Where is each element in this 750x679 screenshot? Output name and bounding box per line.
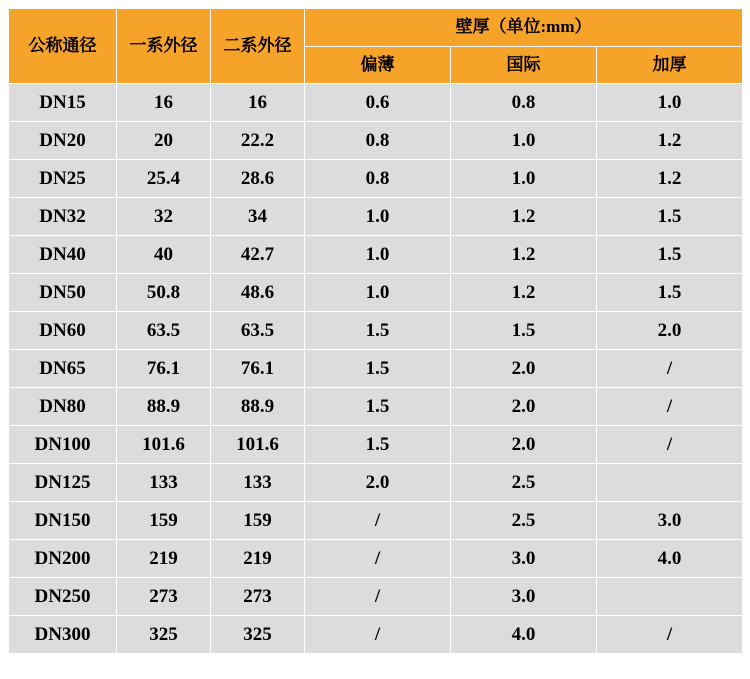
table-header [9, 9, 743, 84]
cell-wall-thin: / [305, 578, 451, 616]
cell-nominal-diameter: DN60 [9, 312, 117, 350]
cell-wall-standard: 4.0 [451, 616, 597, 654]
cell-wall-thick: 1.2 [597, 160, 743, 198]
cell-series2: 325 [211, 616, 305, 654]
cell-series1: 16 [117, 84, 211, 122]
cell-wall-standard: 0.8 [451, 84, 597, 122]
cell-nominal-diameter: DN65 [9, 350, 117, 388]
table-body [9, 84, 743, 654]
cell-wall-standard: 2.5 [451, 502, 597, 540]
cell-series2: 133 [211, 464, 305, 502]
cell-series1: 219 [117, 540, 211, 578]
cell-wall-thin: 1.0 [305, 236, 451, 274]
table-row [9, 464, 743, 502]
column-header-nominal-diameter: 公称通径 [9, 9, 117, 84]
cell-series1: 159 [117, 502, 211, 540]
cell-nominal-diameter: DN15 [9, 84, 117, 122]
cell-wall-thick: 1.2 [597, 122, 743, 160]
cell-wall-thick: / [597, 388, 743, 426]
column-header-series2-outer-diameter: 二系外径 [211, 9, 305, 84]
cell-series1: 32 [117, 198, 211, 236]
cell-wall-thick: 4.0 [597, 540, 743, 578]
cell-series2: 76.1 [211, 350, 305, 388]
cell-series2: 22.2 [211, 122, 305, 160]
table-row [9, 198, 743, 236]
cell-series1: 20 [117, 122, 211, 160]
cell-wall-thick: / [597, 426, 743, 464]
cell-series1: 325 [117, 616, 211, 654]
cell-wall-thick: 1.5 [597, 236, 743, 274]
cell-wall-thick: 1.5 [597, 198, 743, 236]
cell-series2: 48.6 [211, 274, 305, 312]
cell-wall-thin: 1.5 [305, 312, 451, 350]
cell-nominal-diameter: DN100 [9, 426, 117, 464]
cell-series2: 42.7 [211, 236, 305, 274]
table-row [9, 122, 743, 160]
cell-wall-standard: 1.2 [451, 274, 597, 312]
cell-series2: 63.5 [211, 312, 305, 350]
cell-nominal-diameter: DN200 [9, 540, 117, 578]
cell-series1: 40 [117, 236, 211, 274]
cell-nominal-diameter: DN32 [9, 198, 117, 236]
cell-wall-standard: 2.5 [451, 464, 597, 502]
cell-wall-standard: 1.2 [451, 236, 597, 274]
cell-wall-thin: 2.0 [305, 464, 451, 502]
cell-nominal-diameter: DN20 [9, 122, 117, 160]
cell-wall-standard: 1.2 [451, 198, 597, 236]
cell-wall-thick: 2.0 [597, 312, 743, 350]
cell-wall-thin: 1.5 [305, 426, 451, 464]
cell-series2: 159 [211, 502, 305, 540]
cell-nominal-diameter: DN150 [9, 502, 117, 540]
table-row [9, 388, 743, 426]
table-row [9, 350, 743, 388]
cell-nominal-diameter: DN250 [9, 578, 117, 616]
cell-wall-thin: 1.5 [305, 350, 451, 388]
cell-wall-thick [597, 578, 743, 616]
cell-wall-thick: 3.0 [597, 502, 743, 540]
cell-wall-thin: / [305, 616, 451, 654]
cell-wall-standard: 1.0 [451, 122, 597, 160]
cell-wall-thick [597, 464, 743, 502]
column-header-wall-thin: 偏薄 [305, 46, 451, 84]
table-row [9, 274, 743, 312]
cell-series1: 101.6 [117, 426, 211, 464]
cell-series1: 50.8 [117, 274, 211, 312]
table-row [9, 426, 743, 464]
cell-series2: 28.6 [211, 160, 305, 198]
cell-wall-thin: / [305, 540, 451, 578]
cell-series1: 133 [117, 464, 211, 502]
cell-wall-thick: 1.0 [597, 84, 743, 122]
cell-series1: 273 [117, 578, 211, 616]
cell-wall-thin: 1.5 [305, 388, 451, 426]
header-row-top [9, 9, 743, 47]
cell-series2: 88.9 [211, 388, 305, 426]
cell-series2: 16 [211, 84, 305, 122]
cell-series2: 273 [211, 578, 305, 616]
cell-series2: 101.6 [211, 426, 305, 464]
cell-wall-thin: 1.0 [305, 274, 451, 312]
column-header-wall-thick: 加厚 [597, 46, 743, 84]
cell-series2: 34 [211, 198, 305, 236]
cell-nominal-diameter: DN50 [9, 274, 117, 312]
cell-wall-standard: 3.0 [451, 540, 597, 578]
table-row [9, 84, 743, 122]
cell-nominal-diameter: DN125 [9, 464, 117, 502]
cell-wall-standard: 3.0 [451, 578, 597, 616]
pipe-spec-table [8, 8, 743, 654]
cell-nominal-diameter: DN25 [9, 160, 117, 198]
cell-wall-standard: 2.0 [451, 388, 597, 426]
cell-wall-thin: 1.0 [305, 198, 451, 236]
table-row [9, 578, 743, 616]
cell-nominal-diameter: DN80 [9, 388, 117, 426]
cell-wall-standard: 2.0 [451, 426, 597, 464]
table-row [9, 312, 743, 350]
cell-series2: 219 [211, 540, 305, 578]
cell-wall-thin: 0.8 [305, 122, 451, 160]
cell-nominal-diameter: DN300 [9, 616, 117, 654]
table-row [9, 540, 743, 578]
column-header-series1-outer-diameter: 一系外径 [117, 9, 211, 84]
cell-series1: 88.9 [117, 388, 211, 426]
table-row [9, 160, 743, 198]
cell-wall-thick: 1.5 [597, 274, 743, 312]
cell-wall-thick: / [597, 616, 743, 654]
cell-wall-thin: / [305, 502, 451, 540]
cell-wall-thin: 0.8 [305, 160, 451, 198]
cell-series1: 76.1 [117, 350, 211, 388]
table-row [9, 236, 743, 274]
cell-wall-thick: / [597, 350, 743, 388]
cell-wall-standard: 2.0 [451, 350, 597, 388]
cell-wall-thin: 0.6 [305, 84, 451, 122]
cell-wall-standard: 1.5 [451, 312, 597, 350]
cell-series1: 25.4 [117, 160, 211, 198]
column-header-wall-thickness-group: 壁厚（单位:mm） [305, 9, 743, 47]
cell-wall-standard: 1.0 [451, 160, 597, 198]
table-row [9, 616, 743, 654]
column-header-wall-standard: 国际 [451, 46, 597, 84]
cell-series1: 63.5 [117, 312, 211, 350]
table-row [9, 502, 743, 540]
cell-nominal-diameter: DN40 [9, 236, 117, 274]
